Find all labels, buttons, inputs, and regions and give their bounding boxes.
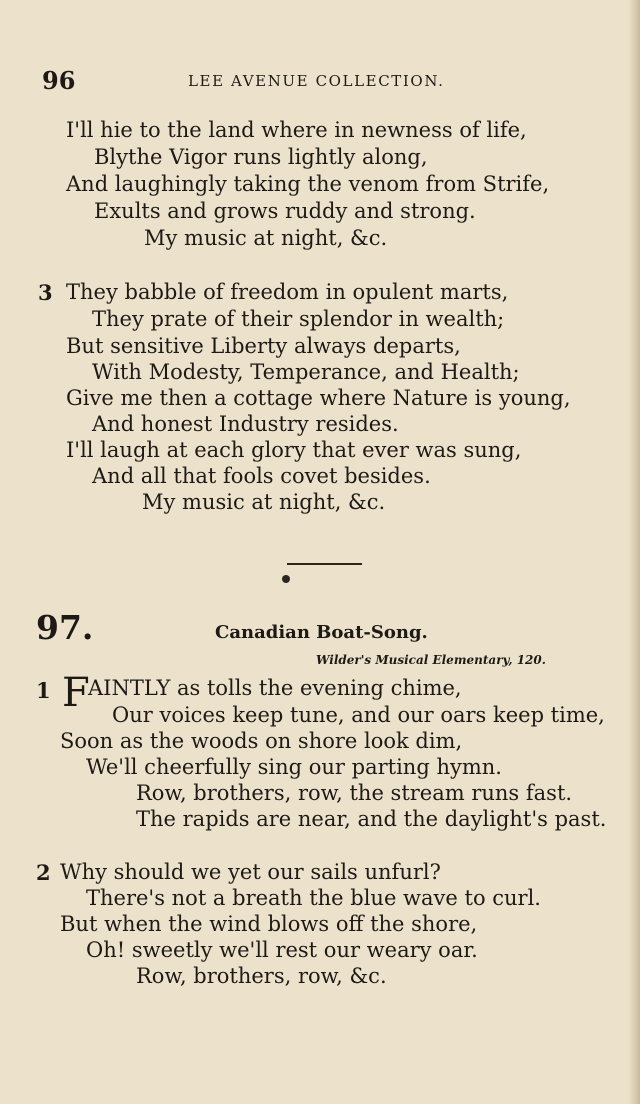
verse-line: But when the wind blows off the shore, xyxy=(60,912,478,936)
verse-line: I'll laugh at each glory that ever was sung, xyxy=(66,438,522,462)
verse-line: And laughingly taking the venom from Strife, xyxy=(66,172,550,196)
verse-line: Our voices keep tune, and our oars keep time, xyxy=(112,703,605,727)
verse-line: And all that fools covet besides. xyxy=(92,464,431,488)
chorus-line: Row, brothers, row, the stream runs fast. xyxy=(136,781,573,805)
verse-line: There's not a breath the blue wave to curl. xyxy=(86,886,541,910)
verse-line: AINTLY as tolls the evening chime, xyxy=(88,676,462,700)
page-edge xyxy=(628,0,640,1104)
verse-line: Give me then a cottage where Nature is young, xyxy=(66,386,571,410)
page-number: 96 xyxy=(42,66,76,95)
verse-line: And honest Industry resides. xyxy=(92,412,399,436)
verse-line: Exults and grows ruddy and strong. xyxy=(94,199,476,223)
verse-line: Blythe Vigor runs lightly along, xyxy=(94,145,428,169)
stanza-number: 3 xyxy=(38,280,53,305)
verse-line: With Modesty, Temperance, and Health; xyxy=(92,360,520,384)
verse-line: But sensitive Liberty always departs, xyxy=(66,334,461,358)
verse-line: Why should we yet our sails unfurl? xyxy=(60,860,441,884)
verse-line: They babble of freedom in opulent marts, xyxy=(66,280,509,304)
verse-line: We'll cheerfully sing our parting hymn. xyxy=(86,755,502,779)
drop-cap: F xyxy=(62,670,90,716)
stanza-number: 1 xyxy=(36,678,51,703)
chorus-line: The rapids are near, and the daylight's past. xyxy=(136,807,607,831)
section-rule xyxy=(287,563,362,565)
verse-line: Oh! sweetly we'll rest our weary oar. xyxy=(86,938,478,962)
verse-line: I'll hie to the land where in newness of life, xyxy=(66,118,527,142)
stanza-number: 2 xyxy=(36,860,51,885)
verse-line: They prate of their splendor in wealth; xyxy=(92,307,505,331)
tune-source: Wilder's Musical Elementary, 120. xyxy=(316,653,546,667)
hymn-number: 97. xyxy=(36,608,94,647)
refrain-line: My music at night, &c. xyxy=(144,226,388,250)
hymn-title: Canadian Boat-Song. xyxy=(215,622,428,643)
refrain-line: My music at night, &c. xyxy=(142,490,386,514)
ornament-dot xyxy=(282,575,290,583)
refrain-line: Row, brothers, row, &c. xyxy=(136,964,387,988)
verse-line: Soon as the woods on shore look dim, xyxy=(60,729,463,753)
running-title: LEE AVENUE COLLECTION. xyxy=(188,72,445,90)
